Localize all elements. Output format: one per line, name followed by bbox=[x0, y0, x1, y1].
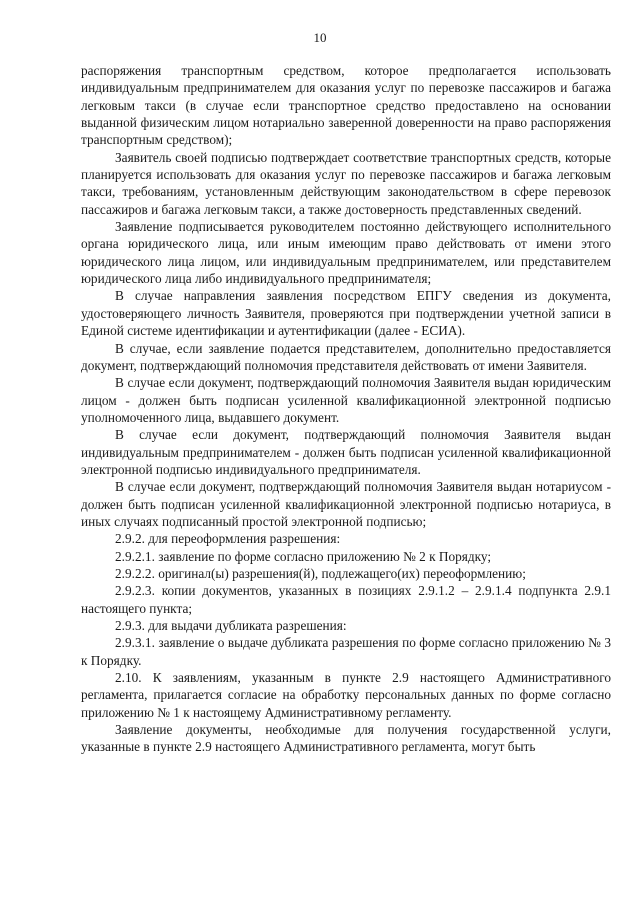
paragraph-entrepreneur-doc: В случае если документ, подтверждающий полномочия Заявителя выдан индивидуальным предпринимателем - должен быть подписан усиленной квалификационной электронной подписью индивидуального предпринимателя. bbox=[81, 427, 611, 477]
clause-2-9-3-1: 2.9.3.1. заявление о выдаче дубликата разрешения по форме согласно приложению № 3 к Порядку. bbox=[81, 635, 611, 668]
paragraph-continuation: распоряжения транспортным средством, которое предполагается использовать индивидуальным предпринимателем для оказания услуг по перевозке пассажиров и багажа легковым такси (в случае если транспортное средство предоставлено на основании выданной физическим лицом нотариально заверенной доверенности на право распоряжения транспортным средством); bbox=[81, 63, 611, 148]
clause-2-9-2-2: 2.9.2.2. оригинал(ы) разрешения(й), подлежащего(их) переоформлению; bbox=[115, 565, 526, 581]
clause-2-9-2: 2.9.2. для переоформления разрешения: bbox=[115, 531, 341, 547]
clause-2-9-2-1: 2.9.2.1. заявление по форме согласно приложению № 2 к Порядку; bbox=[115, 548, 492, 564]
paragraph-notary-doc: В случае если документ, подтверждающий полномочия Заявителя выдан нотариусом - должен быть подписан усиленной квалификационной электронной подписью нотариуса, в иных случаях подписанный простой электронной подписью; bbox=[81, 479, 611, 529]
page-number: 10 bbox=[313, 30, 327, 45]
clause-2-9-2-3: 2.9.2.3. копии документов, указанных в позициях 2.9.1.2 – 2.9.1.4 подпункта 2.9.1 настоящего пункта; bbox=[81, 583, 611, 616]
paragraph-application-signed: Заявление подписывается руководителем постоянно действующего исполнительного органа юридического лица, или иным имеющим право действовать от имени этого юридического лица лицом, или индивидуальным предпринимателем, или представителем юридического лица либо индивидуального предпринимателя; bbox=[81, 219, 611, 287]
paragraph-epgu-identity: В случае направления заявления посредством ЕПГУ сведения из документа, удостоверяющего личность Заявителя, проверяются при подтверждении учетной записи в Единой системе идентификации и аутентификации (далее - ЕСИА). bbox=[81, 288, 611, 339]
document-body bbox=[81, 62, 611, 756]
clause-2-9-3: 2.9.3. для выдачи дубликата разрешения: bbox=[115, 618, 347, 633]
paragraph-documents-submission: Заявление документы, необходимые для получения государственной услуги, указанные в пункте 2.9 настоящего Административного регламента, могут быть bbox=[81, 722, 611, 755]
clause-2-10: 2.10. К заявлениям, указанным в пункте 2.9 настоящего Административного регламента, прилагается согласие на обработку персональных данных по форме согласно приложению № 1 к настоящему Административному регламенту. bbox=[81, 670, 611, 720]
paragraph-applicant-signature: Заявитель своей подписью подтверждает соответствие транспортных средств, которые планируется использовать для оказания услуг по перевозке пассажиров и багажа легковым такси, требованиям, установленным действующим законодательством в сфере перевозок пассажиров и багажа легковым такси, а также достоверность представленных сведений. bbox=[81, 149, 611, 217]
paragraph-legal-entity-doc: В случае если документ, подтверждающий полномочия Заявителя выдан юридическим лицом - должен быть подписан усиленной квалификационной электронной подписью уполномоченного лица, выдавшего документ. bbox=[81, 375, 611, 425]
paragraph-representative: В случае, если заявление подается представителем, дополнительно предоставляется документ, подтверждающий полномочия представителя действовать от имени Заявителя. bbox=[81, 340, 611, 373]
